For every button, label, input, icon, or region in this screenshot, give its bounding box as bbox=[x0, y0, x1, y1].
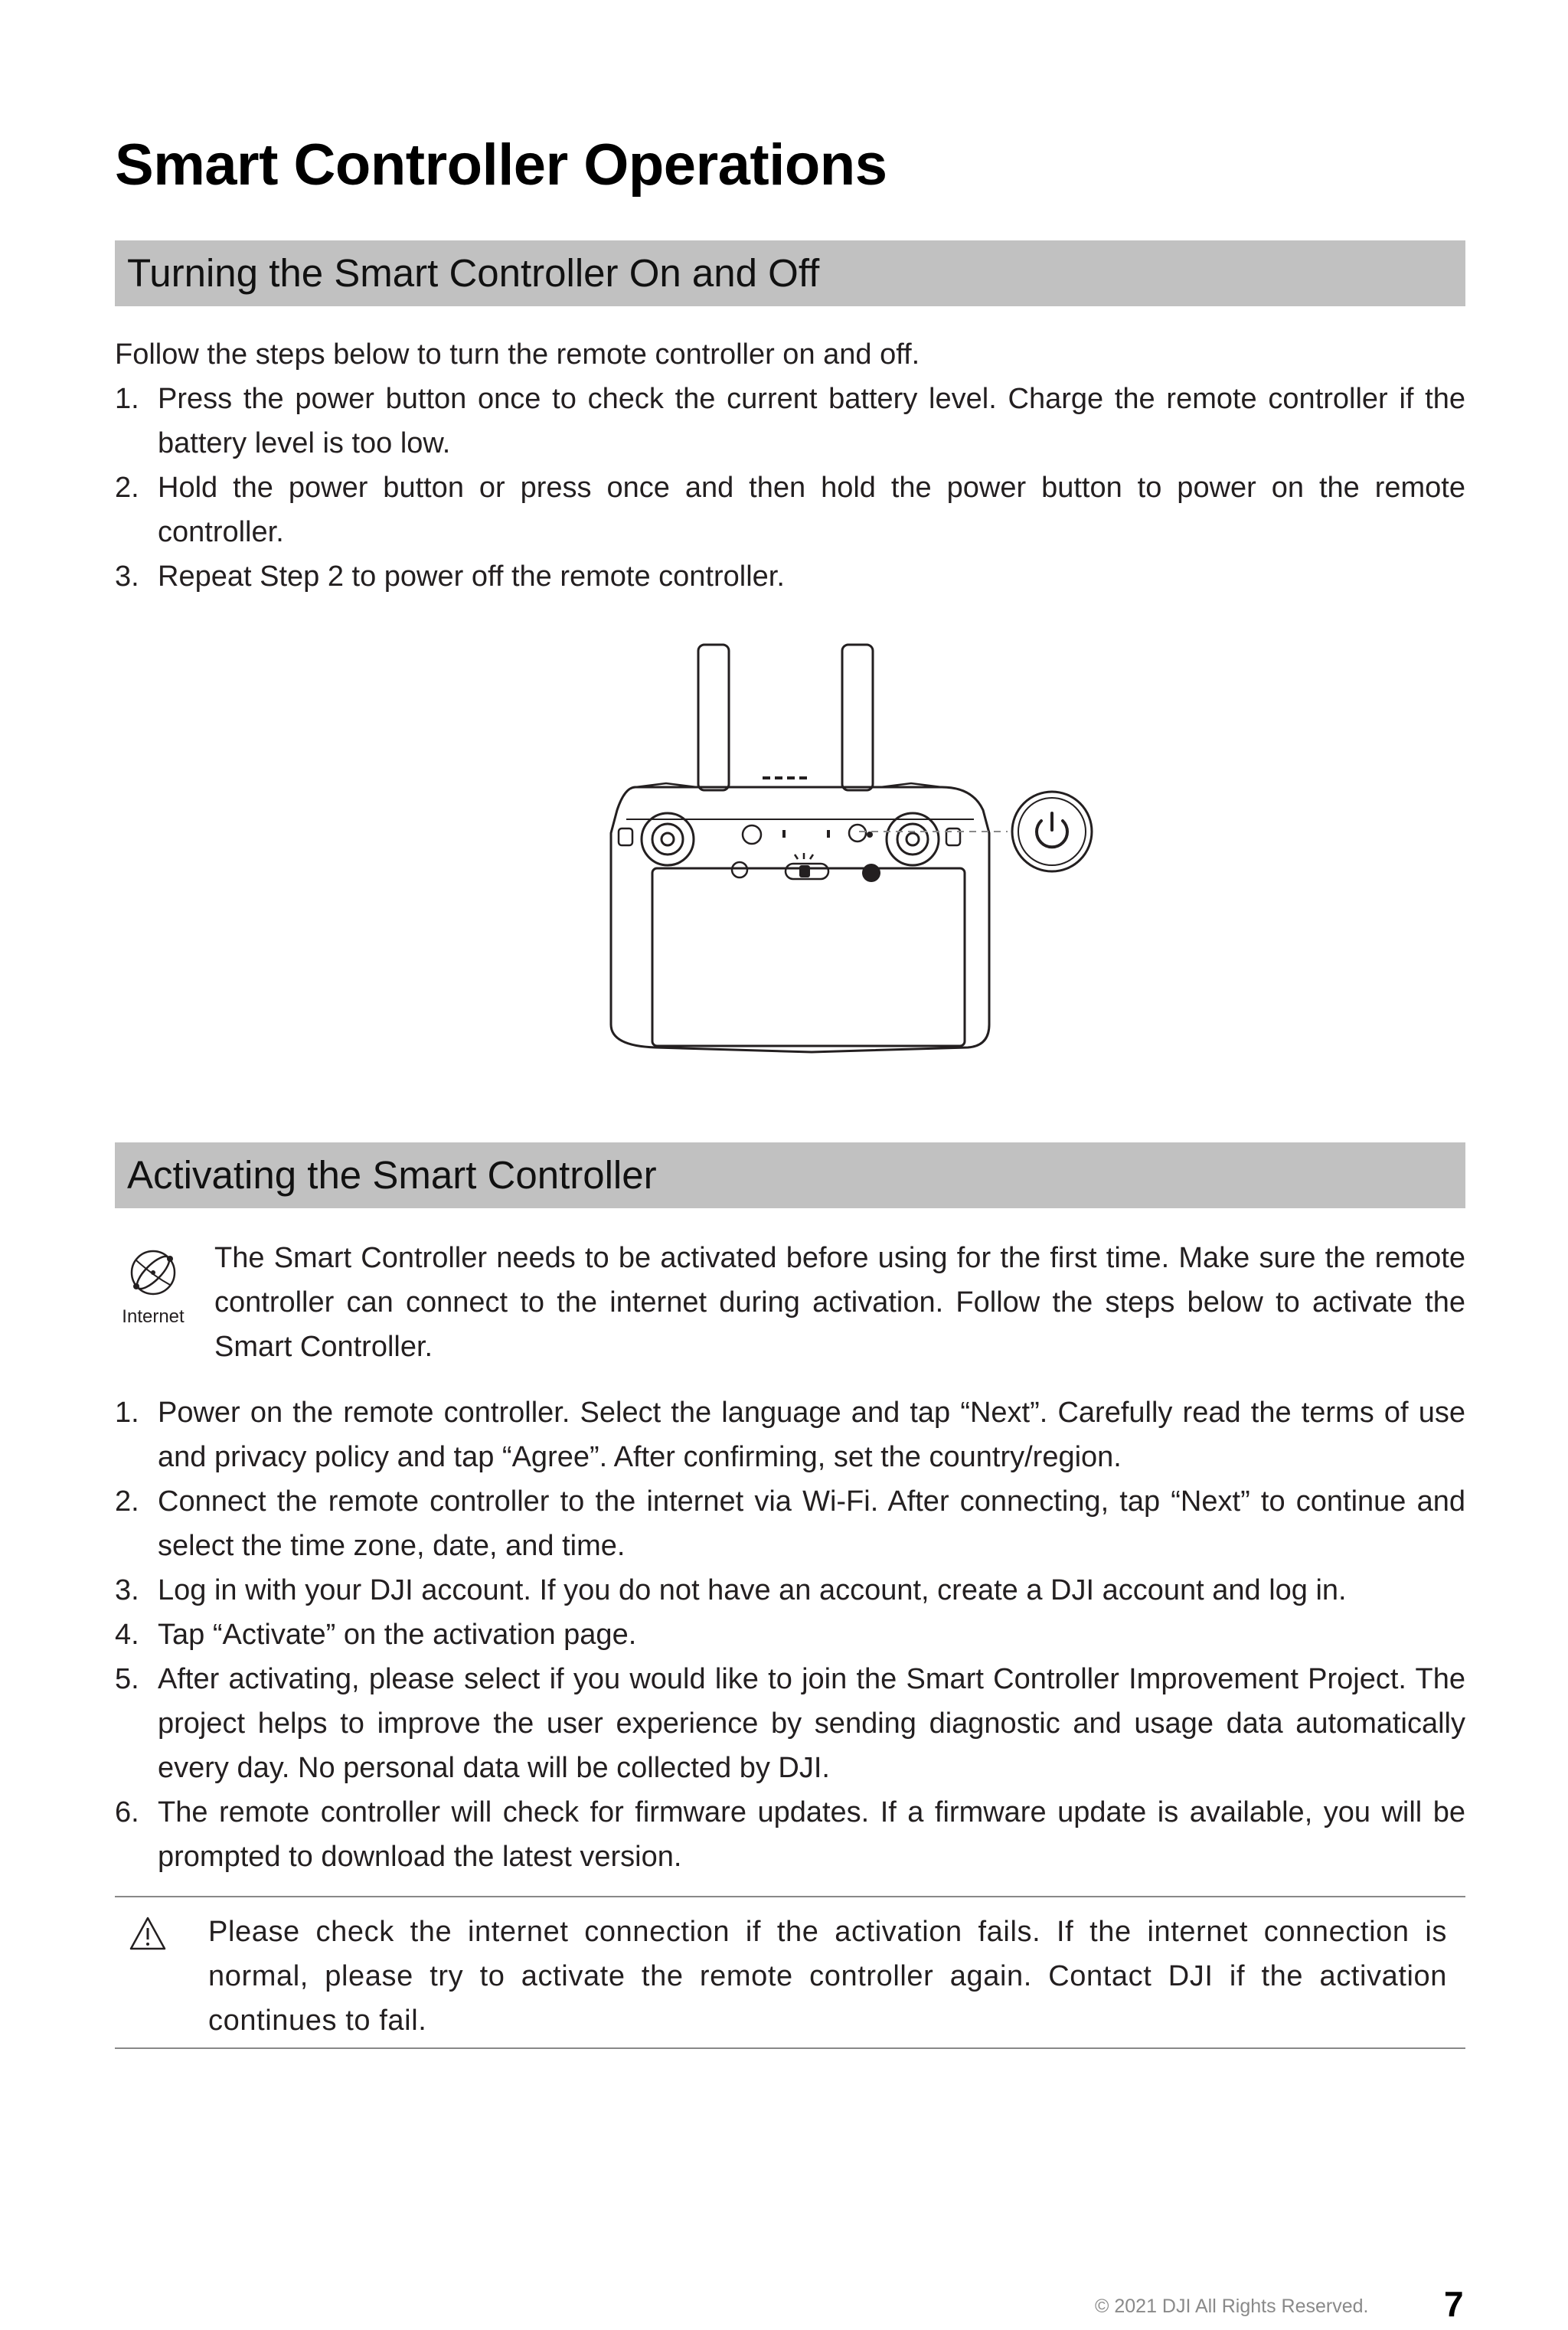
step-number: 3. bbox=[115, 560, 139, 593]
activation-steps-list bbox=[115, 1390, 1465, 1879]
step-text: Power on the remote controller. Select the language and tap “Next”. Carefully read the terms of use and privacy policy and tap “Agree”. After confirming, set the country/region. bbox=[158, 1397, 1465, 1473]
list-item bbox=[115, 377, 1465, 466]
step-number: 3. bbox=[115, 1574, 139, 1606]
page-title: Smart Controller Operations bbox=[115, 132, 887, 198]
step-text: Tap “Activate” on the activation page. bbox=[158, 1619, 637, 1651]
step-number: 4. bbox=[115, 1619, 139, 1651]
step-text: Hold the power button or press once and then hold the power button to power on the remote controller. bbox=[158, 472, 1465, 548]
list-item bbox=[115, 466, 1465, 554]
step-number: 1. bbox=[115, 1397, 139, 1429]
five-d-button bbox=[862, 864, 880, 882]
section-heading-activate: Activating the Smart Controller bbox=[115, 1142, 1465, 1208]
section-heading-power: Turning the Smart Controller On and Off bbox=[115, 240, 1465, 306]
power-intro: Follow the steps below to turn the remote controller on and off. bbox=[115, 338, 920, 371]
power-button-small bbox=[849, 825, 866, 841]
list-item bbox=[115, 1613, 1465, 1657]
warning-text: Please check the internet connection if the activation fails. If the internet connection is normal, please try to activate the remote controller again. Contact DJI if the activation continues to fail. bbox=[208, 1916, 1447, 2037]
list-item bbox=[115, 1568, 1465, 1613]
internet-icon-label: Internet bbox=[122, 1306, 185, 1327]
list-item bbox=[115, 554, 1465, 599]
right-antenna bbox=[842, 645, 873, 790]
step-text: Repeat Step 2 to power off the remote controller. bbox=[158, 560, 785, 593]
power-steps-list bbox=[115, 377, 1465, 599]
step-number: 2. bbox=[115, 472, 139, 504]
step-text: Log in with your DJI account. If you do not have an account, create a DJI account and log in. bbox=[158, 1574, 1347, 1606]
left-antenna bbox=[698, 645, 729, 790]
step-text: Connect the remote controller to the internet via Wi-Fi. After connecting, tap “Next” to continue and select the time zone, date, and time. bbox=[158, 1485, 1465, 1562]
step-text: After activating, please select if you would like to join the Smart Controller Improvement Project. The project helps to improve the user experience by sending diagnostic and usage data automatically every day. No personal data will be collected by DJI. bbox=[158, 1663, 1465, 1784]
footer-copyright: © 2021 DJI All Rights Reserved. bbox=[1095, 2296, 1369, 2317]
list-item bbox=[115, 1657, 1465, 1790]
warning-box bbox=[115, 1896, 1465, 2049]
step-text: The remote controller will check for firmware updates. If a firmware update is available, you will be prompted to download the latest version. bbox=[158, 1796, 1465, 1873]
rth-button bbox=[743, 825, 761, 844]
controller-illustration bbox=[582, 642, 1133, 1055]
right-stick bbox=[887, 813, 939, 865]
step-number: 1. bbox=[115, 383, 139, 415]
list-item bbox=[115, 1790, 1465, 1879]
step-number: 5. bbox=[115, 1663, 139, 1695]
screen bbox=[652, 868, 965, 1046]
step-number: 2. bbox=[115, 1485, 139, 1518]
internet-icon bbox=[113, 1242, 193, 1335]
page-number: 7 bbox=[1444, 2284, 1464, 2324]
activation-note: The Smart Controller needs to be activated before using for the first time. Make sure the remote controller can connect to the internet during activation. Follow the steps below to activate the Smart Controller. bbox=[214, 1242, 1465, 1363]
list-item bbox=[115, 1390, 1465, 1479]
pause-button bbox=[732, 862, 747, 877]
controller-body bbox=[611, 787, 989, 1052]
activation-steps-block bbox=[115, 1390, 1465, 1879]
list-item bbox=[115, 1479, 1465, 1568]
power-steps-block bbox=[115, 332, 1465, 599]
step-number: 6. bbox=[115, 1796, 139, 1828]
left-stick bbox=[642, 813, 694, 865]
step-text: Press the power button once to check the current battery level. Charge the remote controller if the battery level is too low. bbox=[158, 383, 1465, 459]
warning-icon bbox=[129, 1916, 167, 1951]
